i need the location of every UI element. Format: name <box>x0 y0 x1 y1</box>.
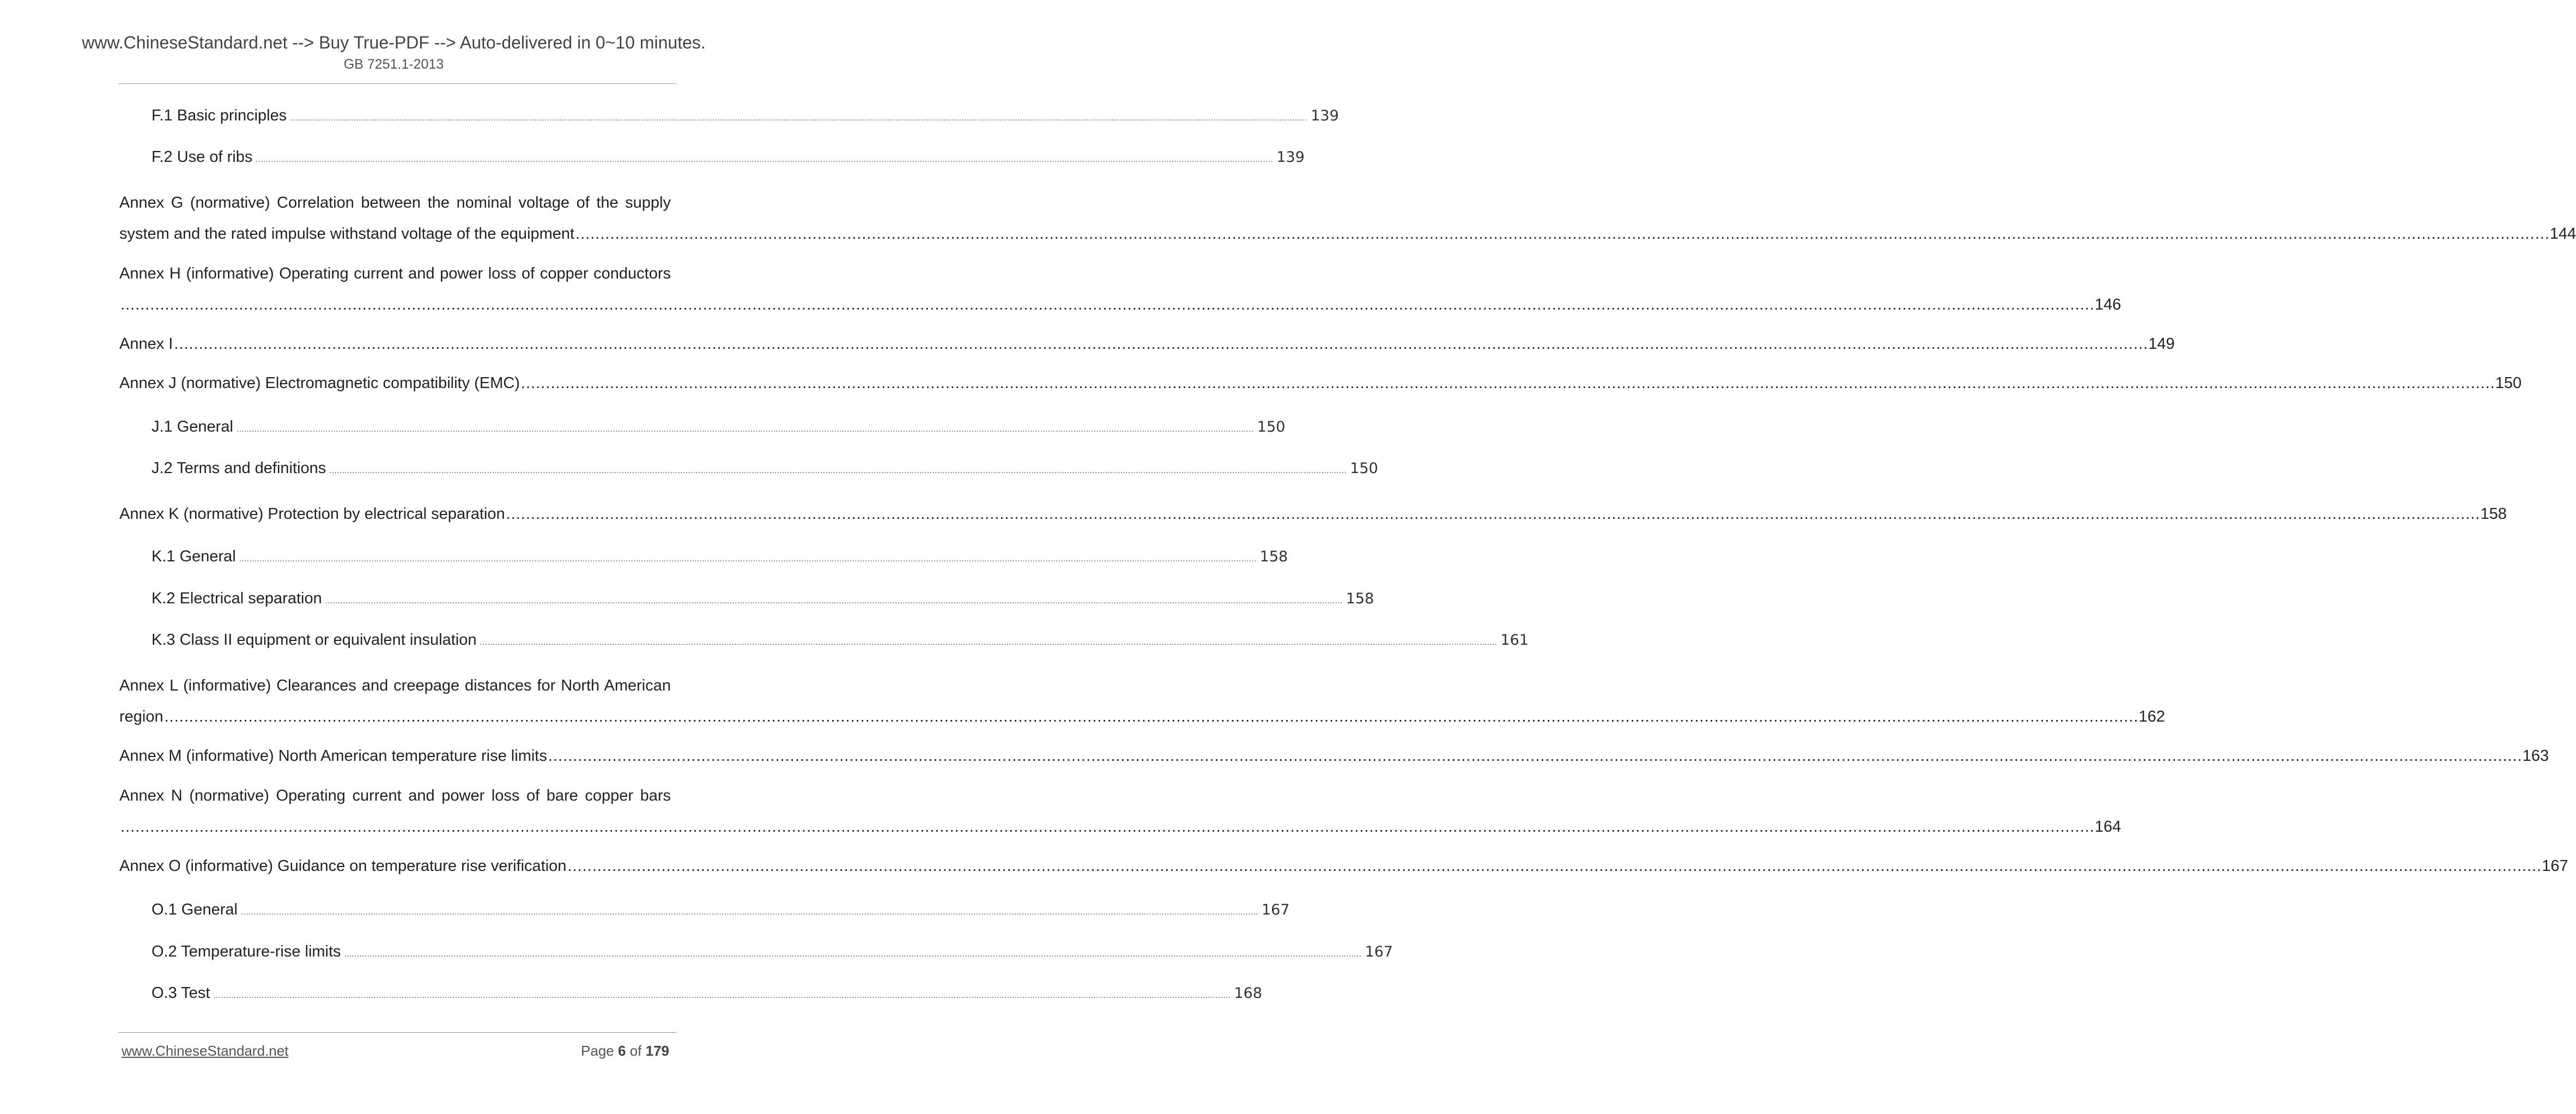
standard-number: GB 7251.1-2013 <box>343 57 444 72</box>
toc-entry-label: F.1 Basic principles <box>151 107 287 124</box>
toc-entry-page: 139 <box>1311 107 1339 124</box>
toc-entry-o1[interactable] <box>151 900 1290 922</box>
toc-entry-label: K.2 Electrical separation <box>151 590 322 607</box>
toc-entry-annex-o[interactable] <box>119 856 2568 876</box>
toc-entry-page: 150 <box>1350 460 1378 477</box>
dot-leader: ................................................................................................................................................................................................................................................................................................................................................................................................................ <box>213 991 1231 1000</box>
toc-entry-page: 149 <box>2148 335 2175 353</box>
toc-entry-page: 158 <box>2480 505 2507 523</box>
footer-website-link[interactable]: www.ChineseStandard.net <box>122 1043 289 1059</box>
toc-entry-label: K.3 Class II equipment or equivalent insulation <box>151 631 477 649</box>
toc-entry-k3[interactable] <box>151 630 1529 652</box>
toc-entry-label: O.1 General <box>151 901 238 918</box>
dot-leader: ................................................................................................................................................................................................................................................................................................................................................................................................................ <box>236 425 1254 434</box>
toc-entry-page: 164 <box>2094 818 2122 836</box>
toc-entry-page: 167 <box>2542 857 2568 875</box>
toc-entry-annex-n[interactable] <box>119 817 2122 837</box>
toc-entry-annex-g[interactable] <box>119 224 2576 244</box>
dot-leader: ................................................................................................................................................................................................................................................................................................................................................................................................................ <box>325 596 1343 606</box>
toc-entry-page: 150 <box>2495 374 2522 392</box>
toc-entry-label: Annex K (normative) Protection by electrical separation <box>119 505 505 523</box>
toc-entry-label: J.2 Terms and definitions <box>151 459 326 477</box>
dot-leader: ................................................................................................................................................................................................................................................................................................................................................................................................................ <box>174 335 2149 353</box>
toc-entry-label: Annex O (informative) Guidance on temperature rise verification <box>119 857 567 875</box>
total-pages: 179 <box>645 1043 669 1059</box>
dot-leader: ................................................................................................................................................................................................................................................................................................................................................................................................................ <box>329 466 1347 475</box>
toc-entry-page: 146 <box>2094 296 2122 313</box>
page-prefix: Page <box>581 1043 618 1059</box>
dot-leader: ................................................................................................................................................................................................................................................................................................................................................................................................................ <box>344 949 1362 959</box>
toc-entry-k1[interactable] <box>151 547 1288 569</box>
toc-entry-label: region <box>119 708 163 725</box>
dot-leader: ................................................................................................................................................................................................................................................................................................................................................................................................................ <box>120 818 2095 836</box>
toc-entry-label: O.3 Test <box>151 984 210 1002</box>
toc-entry-annex-h-line1[interactable]: Annex H (informative) Operating current and power loss of copper conductors <box>119 265 671 282</box>
toc-entry-page: 162 <box>2138 708 2165 725</box>
page-indicator <box>581 1042 669 1059</box>
toc-entry-page: 144 <box>2549 225 2576 243</box>
toc-entry-f1[interactable] <box>151 106 1339 128</box>
toc-entry-page: 139 <box>1276 149 1305 166</box>
toc-entry-annex-l-line1[interactable]: Annex L (informative) Clearances and creepage distances for North American <box>119 677 671 694</box>
toc-entry-k2[interactable] <box>151 589 1374 611</box>
toc-entry-annex-i[interactable] <box>119 334 2175 354</box>
toc-entry-label: O.2 Temperature-rise limits <box>151 943 341 960</box>
toc-entry-label: F.2 Use of ribs <box>151 148 253 166</box>
toc-entry-page: 167 <box>1261 901 1290 918</box>
toc-entry-label: J.1 General <box>151 418 233 435</box>
toc-entry-annex-g-line1[interactable]: Annex G (normative) Correlation between the nominal voltage of the supply <box>119 194 671 211</box>
toc-entry-label: Annex J (normative) Electromagnetic compatibility (EMC) <box>119 374 520 392</box>
header-divider <box>118 83 676 84</box>
toc-entry-page: 158 <box>1259 548 1288 565</box>
toc-entry-annex-j[interactable] <box>119 373 2522 393</box>
toc-entry-annex-m[interactable] <box>119 746 2549 766</box>
dot-leader: ................................................................................................................................................................................................................................................................................................................................................................................................................ <box>164 708 2139 725</box>
toc-entry-label: system and the rated impulse withstand voltage of the equipment <box>119 225 575 243</box>
footer-divider <box>118 1032 676 1033</box>
dot-leader: ................................................................................................................................................................................................................................................................................................................................................................................................................ <box>480 638 1498 647</box>
toc-entry-j1[interactable] <box>151 417 1286 439</box>
dot-leader: ................................................................................................................................................................................................................................................................................................................................................................................................................ <box>567 857 2542 875</box>
toc-entry-f2[interactable] <box>151 147 1305 169</box>
dot-leader: ................................................................................................................................................................................................................................................................................................................................................................................................................ <box>290 113 1308 123</box>
dot-leader: ................................................................................................................................................................................................................................................................................................................................................................................................................ <box>256 155 1274 164</box>
toc-entry-page: 167 <box>1365 943 1393 960</box>
toc-entry-annex-n-line1[interactable]: Annex N (normative) Operating current and power loss of bare copper bars <box>119 787 671 804</box>
toc-entry-o3[interactable] <box>151 983 1263 1006</box>
toc-entry-page: 168 <box>1234 985 1263 1002</box>
toc-entry-label: K.1 General <box>151 548 236 565</box>
header-banner: www.ChineseStandard.net --> Buy True-PDF --> Auto-delivered in 0~10 minutes. <box>82 33 706 52</box>
toc-entry-label: Annex M (informative) North American temperature rise limits <box>119 747 547 765</box>
page-of: of <box>626 1043 646 1059</box>
toc-entry-label: Annex I <box>119 335 173 353</box>
toc-entry-j2[interactable] <box>151 458 1378 481</box>
dot-leader: ................................................................................................................................................................................................................................................................................................................................................................................................................ <box>120 296 2095 313</box>
toc-entry-annex-k[interactable] <box>119 504 2507 524</box>
toc-entry-page: 161 <box>1500 632 1529 649</box>
dot-leader: ................................................................................................................................................................................................................................................................................................................................................................................................................ <box>506 505 2481 523</box>
toc-entry-page: 163 <box>2522 747 2549 765</box>
toc-entry-page: 150 <box>1257 419 1286 435</box>
current-page-number: 6 <box>618 1043 626 1059</box>
dot-leader: ................................................................................................................................................................................................................................................................................................................................................................................................................ <box>520 374 2495 392</box>
dot-leader: ................................................................................................................................................................................................................................................................................................................................................................................................................ <box>239 554 1257 564</box>
dot-leader: ................................................................................................................................................................................................................................................................................................................................................................................................................ <box>548 747 2523 765</box>
dot-leader: ................................................................................................................................................................................................................................................................................................................................................................................................................ <box>240 907 1258 917</box>
toc-entry-o2[interactable] <box>151 942 1393 964</box>
toc-entry-annex-h[interactable] <box>119 295 2122 314</box>
toc-entry-page: 158 <box>1345 590 1374 607</box>
toc-entry-annex-l[interactable] <box>119 707 2165 726</box>
dot-leader: ................................................................................................................................................................................................................................................................................................................................................................................................................ <box>575 225 2550 243</box>
